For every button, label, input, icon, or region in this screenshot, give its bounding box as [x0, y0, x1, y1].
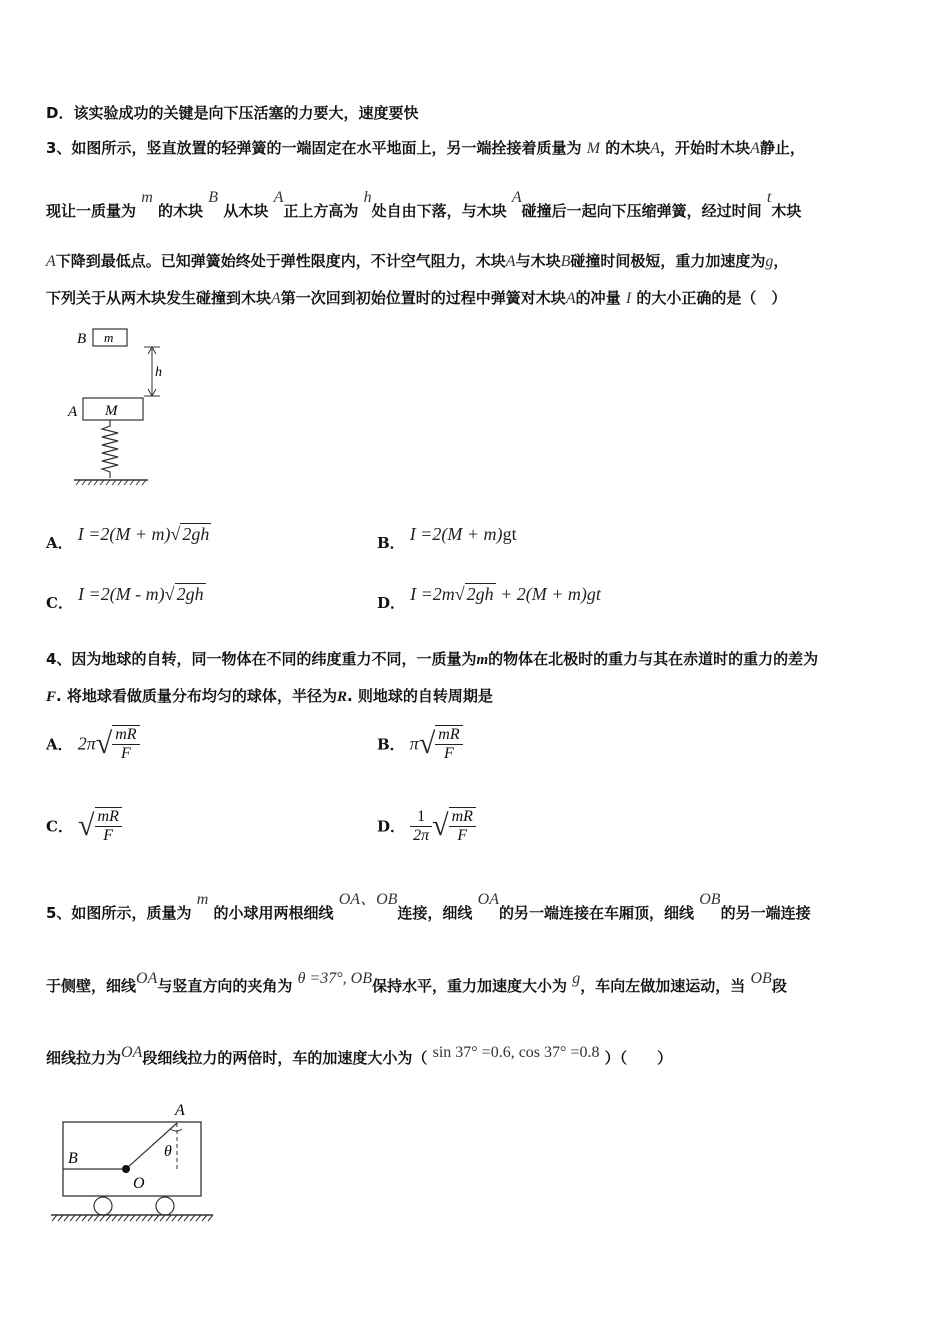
q5-line-2 [46, 970, 787, 996]
q3-var-B: B [208, 189, 219, 206]
q5-text: 的另一端连接 [720, 904, 811, 922]
fig-label-h: h [155, 365, 162, 380]
q3-text: 3、如图所示，竖直放置的轻弹簧的一端固定在水平地面上，另一端拴接着质量为 [46, 139, 582, 157]
q5-text: 的小球用两根细线 [213, 904, 334, 922]
q3-option-c[interactable] [46, 584, 206, 613]
q3-var-h: h [363, 189, 372, 206]
q5-text: 段 [771, 977, 787, 995]
frac-num: 1 [410, 808, 432, 827]
q5-trig-values: sin 37° =0.6, cos 37° =0.8 [432, 1044, 600, 1061]
fig-label-M: M [105, 403, 118, 419]
formula-part: I =2(M + m) [409, 524, 503, 544]
formula-radicand: 2gh [466, 584, 494, 604]
formula-part: I =2(M + m) [77, 524, 171, 544]
q3-var-A: A [565, 290, 576, 307]
q3-option-a-formula: I =2(M + m)√ 2gh [77, 524, 210, 544]
q3-text: 的木块 [605, 139, 651, 157]
q5-text: 与竖直方向的夹角为 [157, 977, 293, 995]
q2-option-d-letter: D． [46, 104, 74, 122]
q3-option-c-formula: I =2(M - m)√ 2gh [78, 584, 204, 604]
q3-text: ， [773, 252, 789, 270]
q3-text: 碰撞后一起向下压缩弹簧，经过时间 [521, 202, 762, 220]
q3-text: 正上方高为 [283, 202, 359, 220]
q5-text: 连接，细线 [397, 904, 473, 922]
formula-radicand: 2gh [182, 524, 210, 544]
q3-text: 第一次回到初始位置时的过程中弹簧对木块 [280, 289, 566, 307]
option-letter: D． [377, 594, 406, 612]
fig-label-B: B [77, 331, 87, 347]
q4-option-b[interactable]: B． π√ $\frac{mR}{F}$ [377, 725, 463, 763]
q2-option-d-text: 该实验成功的关键是向下压活塞的力要大，速度要快 [73, 104, 419, 122]
q5-text: ，车向左做加速运动，当 [580, 977, 746, 995]
formula-radicand: 2gh [176, 584, 204, 604]
q3-text: 的冲量 [575, 289, 621, 307]
frac-den: F [457, 827, 468, 844]
q4-option-a[interactable]: A． 2π√ $\frac{mR}{F}$ [46, 725, 140, 763]
q3-option-b[interactable] [377, 524, 517, 553]
q3-option-d[interactable] [377, 584, 601, 613]
option-letter: B． [377, 735, 405, 754]
q4-text: . 将地球看做质量分布均匀的球体，半径为 [56, 687, 337, 705]
q4-line-2 [46, 685, 493, 706]
option-letter: D． [377, 817, 406, 836]
q3-text: 与木块 [515, 252, 561, 270]
ground-hatch [52, 1215, 213, 1221]
cart-body [63, 1122, 201, 1196]
q3-spring-figure [66, 322, 176, 492]
q5-text: 于侧壁，细线 [46, 977, 137, 995]
q3-text: 下列关于从两木块发生碰撞到木块 [46, 289, 272, 307]
q3-var-m: m [141, 189, 153, 206]
q3-text: 静止， [759, 139, 805, 157]
fig-label-A: A [68, 404, 78, 420]
fig-label-m: m [104, 330, 114, 345]
option-letter: B． [377, 534, 405, 552]
q3-var-A: A [46, 253, 56, 270]
fig-label-O: O [133, 1175, 145, 1192]
q5-var-ob: OB [699, 891, 721, 908]
q3-var-A: A [650, 140, 661, 157]
ball-O [122, 1165, 130, 1173]
frac-num: mR [95, 808, 122, 827]
q4-text: . 则地球的自转周期是 [346, 687, 493, 705]
frac-den: 2π [413, 826, 430, 844]
q3-text: ，开始时木块 [660, 139, 751, 157]
q3-text: 下降到最低点。已知弹簧始终处于弹性限度内，不计空气阻力，木块 [55, 252, 506, 270]
q5-text: 的另一端连接在车厢顶，细线 [498, 904, 694, 922]
q5-text: 段细线拉力的两倍时，车的加速度大小为（ [142, 1049, 428, 1067]
wheel-right [156, 1197, 174, 1215]
q3-text: 的木块 [158, 202, 204, 220]
formula-part: gt [502, 524, 517, 544]
q5-var-oa-ob: OA、OB [338, 891, 398, 908]
q5-var-oa: OA [121, 1044, 143, 1061]
option-letter: A． [46, 534, 73, 552]
q4-var-m: m [476, 652, 489, 668]
frac-den: F [444, 745, 454, 762]
angle-arc [170, 1129, 182, 1131]
q3-var-A: A [505, 253, 516, 270]
q3-var-A: A [750, 140, 760, 157]
option-letter: C． [46, 594, 73, 612]
q2-option-d [46, 102, 418, 123]
frac-num: mR [112, 726, 139, 745]
q3-text: 从木块 [223, 202, 269, 220]
q4-option-c[interactable]: C． √ $\frac{mR}{F}$ [46, 807, 122, 845]
q5-text: 保持水平，重力加速度大小为 [371, 977, 567, 995]
wheel-left [94, 1197, 112, 1215]
q3-option-a[interactable] [46, 524, 211, 553]
q3-text: 碰撞时间极短，重力加速度为 [570, 252, 766, 270]
q3-option-d-formula: I =2m√ 2gh + 2(M + m)gt [410, 584, 601, 604]
q5-text: ）（ ） [604, 1049, 673, 1067]
q3-text: 处自由下落，与木块 [371, 202, 507, 220]
q3-text: 现让一质量为 [46, 202, 137, 220]
spring [102, 420, 118, 478]
q3-line-2 [46, 189, 802, 221]
q4-var-R: R [336, 689, 347, 705]
q3-text: 木块 [771, 202, 802, 220]
q5-var-g: g [572, 970, 581, 987]
q5-cart-figure [46, 1095, 218, 1225]
q3-var-A: A [511, 189, 522, 206]
q4-text: 4、因为地球的自转，同一物体在不同的纬度重力不同，一质量为 [46, 650, 477, 668]
q3-var-B: B [560, 253, 571, 270]
q3-var-I: I [625, 290, 632, 307]
q3-var-A: A [273, 189, 284, 206]
frac-num: mR [449, 808, 476, 827]
q4-text: 的物体在北极时的重力与其在赤道时的重力的差为 [488, 650, 819, 668]
fig-label-theta: θ [164, 1143, 172, 1160]
option-letter: C． [46, 817, 73, 836]
q3-option-b-formula [410, 524, 517, 544]
q4-var-F: F [46, 689, 57, 705]
q5-line-3 [46, 1044, 673, 1068]
q3-var-M: M [586, 140, 601, 157]
q3-line-4 [46, 287, 786, 308]
frac-num: mR [435, 726, 462, 745]
q5-angle: θ =37°, OB [297, 970, 372, 987]
formula-coef: 2π [77, 733, 96, 754]
option-letter: A． [46, 735, 73, 754]
frac-den: F [103, 827, 114, 844]
q5-text: 细线拉力为 [46, 1049, 122, 1067]
q5-line-1 [46, 891, 811, 923]
q5-var-ob: OB [750, 970, 772, 987]
q3-text: 的大小正确的是（ ） [636, 289, 787, 307]
q3-line-3 [46, 250, 788, 271]
frac-den: F [121, 745, 131, 762]
fig-label-A: A [175, 1102, 185, 1119]
q3-line-1 [46, 137, 805, 158]
q3-var-t: t [766, 189, 772, 206]
fig-label-B: B [68, 1150, 78, 1167]
q5-text: 5、如图所示，质量为 [46, 904, 192, 922]
q5-var-oa: OA [477, 891, 499, 908]
q5-var-m: m [196, 891, 209, 908]
formula-part: I =2(M - m) [78, 584, 165, 604]
q4-line-1 [46, 648, 818, 669]
formula-coef: π [409, 733, 419, 754]
formula-part: I =2m [410, 584, 455, 604]
q4-option-d[interactable]: D． $\frac{1}{2\pi}$ √ $\frac{mR}{F}$ [377, 807, 476, 845]
q5-var-oa: OA [136, 970, 158, 987]
q3-var-g: g [765, 253, 774, 270]
q3-var-A: A [271, 290, 281, 307]
formula-part: + 2(M + m)gt [500, 584, 601, 604]
